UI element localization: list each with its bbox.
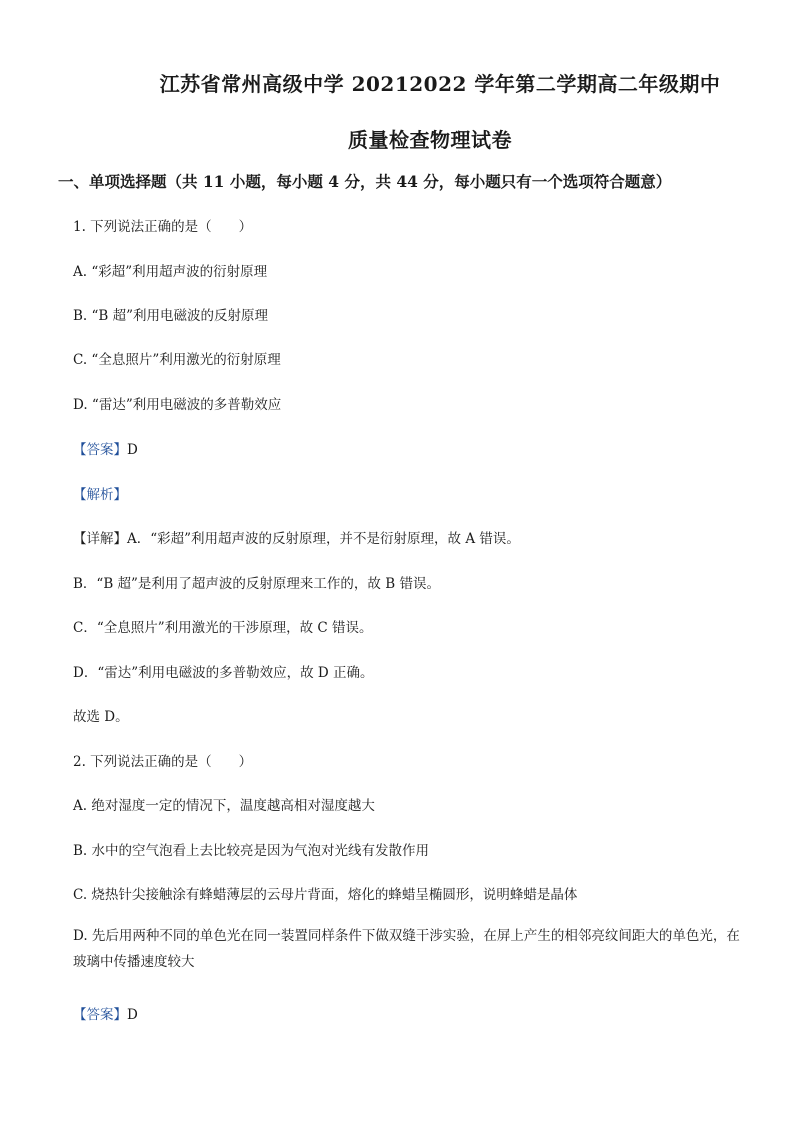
answer-tag: 【答案】 xyxy=(73,442,127,458)
answer-value: D xyxy=(127,442,138,458)
answer-value: D xyxy=(127,1007,138,1023)
question-2-option-b: B. 水中的空气泡看上去比较亮是因为气泡对光线有发散作用 xyxy=(73,843,430,859)
question-1-option-d: D. “雷达”利用电磁波的多普勒效应 xyxy=(73,397,282,413)
question-1-option-a: A. “彩超”利用超声波的衍射原理 xyxy=(73,264,268,280)
section-heading: 一、单项选择题（共 11 小题，每小题 4 分，共 44 分，每小题只有一个选项符合题意） xyxy=(58,172,672,191)
document-title-line1: 江苏省常州高级中学 20212022 学年第二学期高二年级期中 xyxy=(159,72,721,96)
question-1-option-b: B. “B 超”利用电磁波的反射原理 xyxy=(73,308,269,324)
question-1-answer xyxy=(73,438,138,458)
question-2-option-c: C. 烧热针尖接触涂有蜂蜡薄层的云母片背面，熔化的蜂蜡呈椭圆形，说明蜂蜡是晶体 xyxy=(73,887,578,903)
question-1-option-c: C. “全息照片”利用激光的衍射原理 xyxy=(73,352,281,368)
question-2-stem: 2. 下列说法正确的是（ ） xyxy=(73,754,253,770)
question-2-option-d: D. 先后用两种不同的单色光在同一装置同样条件下做双缝干涉实验，在屏上产生的相邻亮纹间距大的单色光，在玻璃中传播速度较大 xyxy=(73,928,740,970)
question-1-detail-a xyxy=(73,527,520,547)
question-1-conclusion: 故选 D。 xyxy=(73,709,129,725)
analysis-tag: 【解析】 xyxy=(73,487,127,503)
detail-line: A．“彩超”利用超声波的反射原理，并不是衍射原理，故 A 错误。 xyxy=(127,531,520,547)
document-title-line2: 质量检查物理试卷 xyxy=(348,128,512,152)
question-2-option-a: A. 绝对湿度一定的情况下，温度越高相对湿度越大 xyxy=(73,798,375,814)
answer-tag: 【答案】 xyxy=(73,1007,127,1023)
question-1-analysis-tag xyxy=(73,483,127,503)
question-1-stem: 1. 下列说法正确的是（ ） xyxy=(73,219,253,235)
question-1-detail-c: C．“全息照片”利用激光的干涉原理，故 C 错误。 xyxy=(73,620,373,636)
question-2-answer xyxy=(73,1003,138,1023)
question-1-detail-d: D．“雷达”利用电磁波的多普勒效应，故 D 正确。 xyxy=(73,665,374,681)
detail-tag: 【详解】 xyxy=(73,531,127,547)
question-1-detail-b: B．“B 超”是利用了超声波的反射原理来工作的，故 B 错误。 xyxy=(73,576,440,592)
